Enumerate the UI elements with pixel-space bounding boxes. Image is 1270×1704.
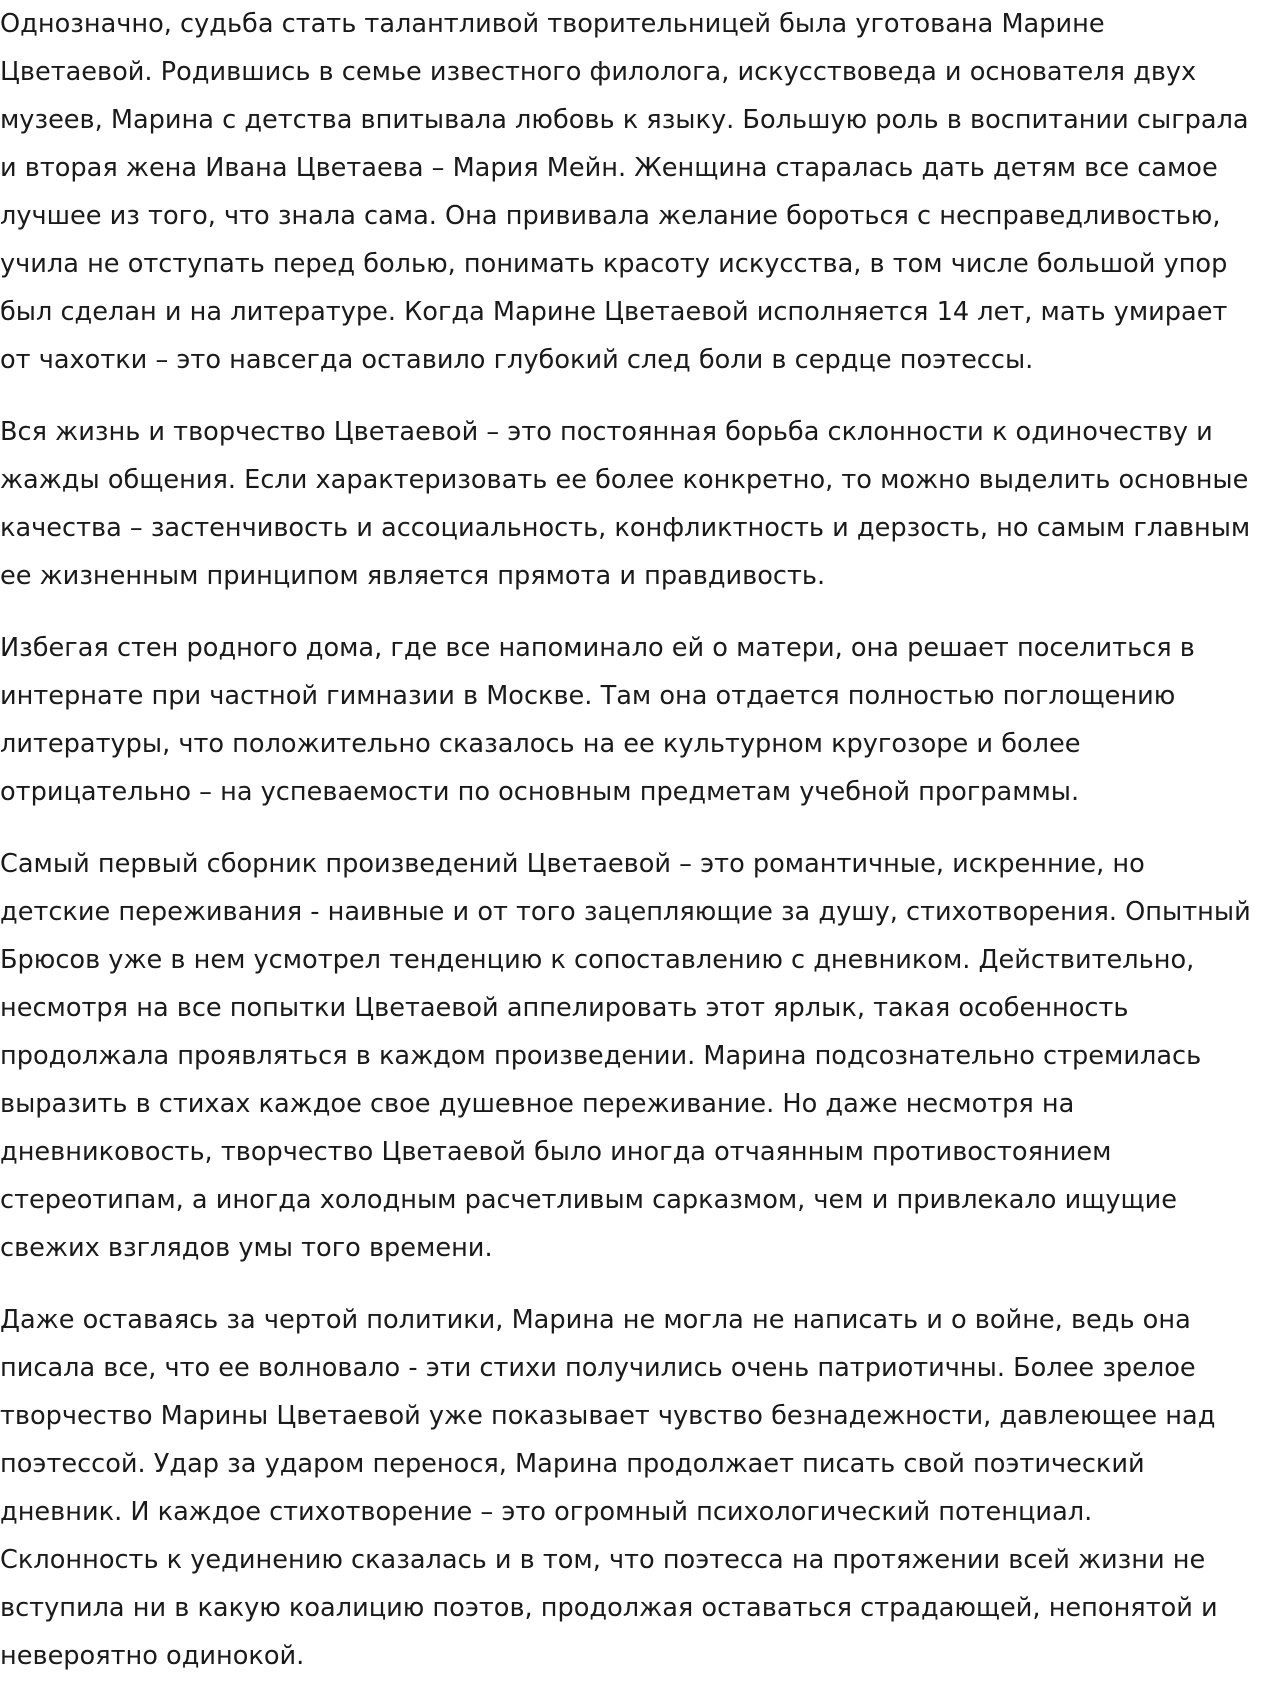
text-line: Склонность к уединению сказалась и в том, что поэтесса на протяжении всей жизни не — [0, 1545, 1206, 1575]
text-line: стереотипам, а иногда холодным расчетливым сарказмом, чем и привлекало ищущие — [0, 1185, 1177, 1215]
paragraph-1 — [0, 0, 1270, 384]
text-line: творчество Марины Цветаевой уже показывает чувство безнадежности, давлеющее над — [0, 1401, 1216, 1431]
text-line: от чахотки – это навсегда оставило глубокий след боли в сердце поэтессы. — [0, 345, 1034, 375]
paragraph-5 — [0, 1296, 1270, 1680]
text-line: несмотря на все попытки Цветаевой аппелировать этот ярлык, такая особенность — [0, 993, 1129, 1023]
paragraph-2 — [0, 408, 1270, 600]
text-line: и вторая жена Ивана Цветаева – Мария Мейн. Женщина старалась дать детям все самое — [0, 153, 1218, 183]
text-line: дневниковость, творчество Цветаевой было иногда отчаянным противостоянием — [0, 1137, 1112, 1167]
text-line: Даже оставаясь за чертой политики, Марина не могла не написать и о войне, ведь она — [0, 1305, 1191, 1335]
text-line: Вся жизнь и творчество Цветаевой – это постоянная борьба склонности к одиночеству и — [0, 417, 1213, 447]
paragraph-4 — [0, 840, 1270, 1272]
text-line: писала все, что ее волновало - эти стихи получились очень патриотичны. Более зрелое — [0, 1353, 1196, 1383]
text-line: жажды общения. Если характеризовать ее более конкретно, то можно выделить основные — [0, 465, 1249, 495]
text-line: Брюсов уже в нем усмотрел тенденцию к сопоставлению с дневником. Действительно, — [0, 945, 1195, 975]
text-line: отрицательно – на успеваемости по основным предметам учебной программы. — [0, 777, 1080, 807]
text-line: музеев, Марина с детства впитывала любовь к языку. Большую роль в воспитании сыграла — [0, 105, 1249, 135]
paragraph-3 — [0, 624, 1270, 816]
text-line: Однозначно, судьба стать талантливой творительницей была уготована Марине — [0, 9, 1105, 39]
text-line: свежих взглядов умы того времени. — [0, 1233, 493, 1263]
text-line: невероятно одинокой. — [0, 1641, 305, 1671]
text-line: литературы, что положительно сказалось на ее культурном кругозоре и более — [0, 729, 1081, 759]
text-line: Цветаевой. Родившись в семье известного филолога, искусствоведа и основателя двух — [0, 57, 1197, 87]
text-line: Самый первый сборник произведений Цветаевой – это романтичные, искренние, но — [0, 849, 1145, 879]
text-line: лучшее из того, что знала сама. Она прививала желание бороться с несправедливостью, — [0, 201, 1221, 231]
text-line: учила не отступать перед болью, понимать красоту искусства, в том числе большой упор — [0, 249, 1228, 279]
text-line: дневник. И каждое стихотворение – это огромный психологический потенциал. — [0, 1497, 1093, 1527]
text-line: детские переживания - наивные и от того зацепляющие за душу, стихотворения. Опытный — [0, 897, 1251, 927]
text-line: вступила ни в какую коалицию поэтов, продолжая оставаться страдающей, непонятой и — [0, 1593, 1218, 1623]
text-line: интернате при частной гимназии в Москве. Там она отдается полностью поглощению — [0, 681, 1176, 711]
text-line: выразить в стихах каждое свое душевное переживание. Но даже несмотря на — [0, 1089, 1075, 1119]
text-line: был сделан и на литературе. Когда Марине Цветаевой исполняется 14 лет, мать умирает — [0, 297, 1228, 327]
text-line: качества – застенчивость и ассоциальность, конфликтность и дерзость, но самым главным — [0, 513, 1251, 543]
text-line: Избегая стен родного дома, где все напоминало ей о матери, она решает поселиться в — [0, 633, 1195, 663]
text-line: продолжала проявляться в каждом произведении. Марина подсознательно стремилась — [0, 1041, 1202, 1071]
text-line: поэтессой. Удар за ударом перенося, Марина продолжает писать свой поэтический — [0, 1449, 1145, 1479]
text-line: ее жизненным принципом является прямота и правдивость. — [0, 561, 826, 591]
